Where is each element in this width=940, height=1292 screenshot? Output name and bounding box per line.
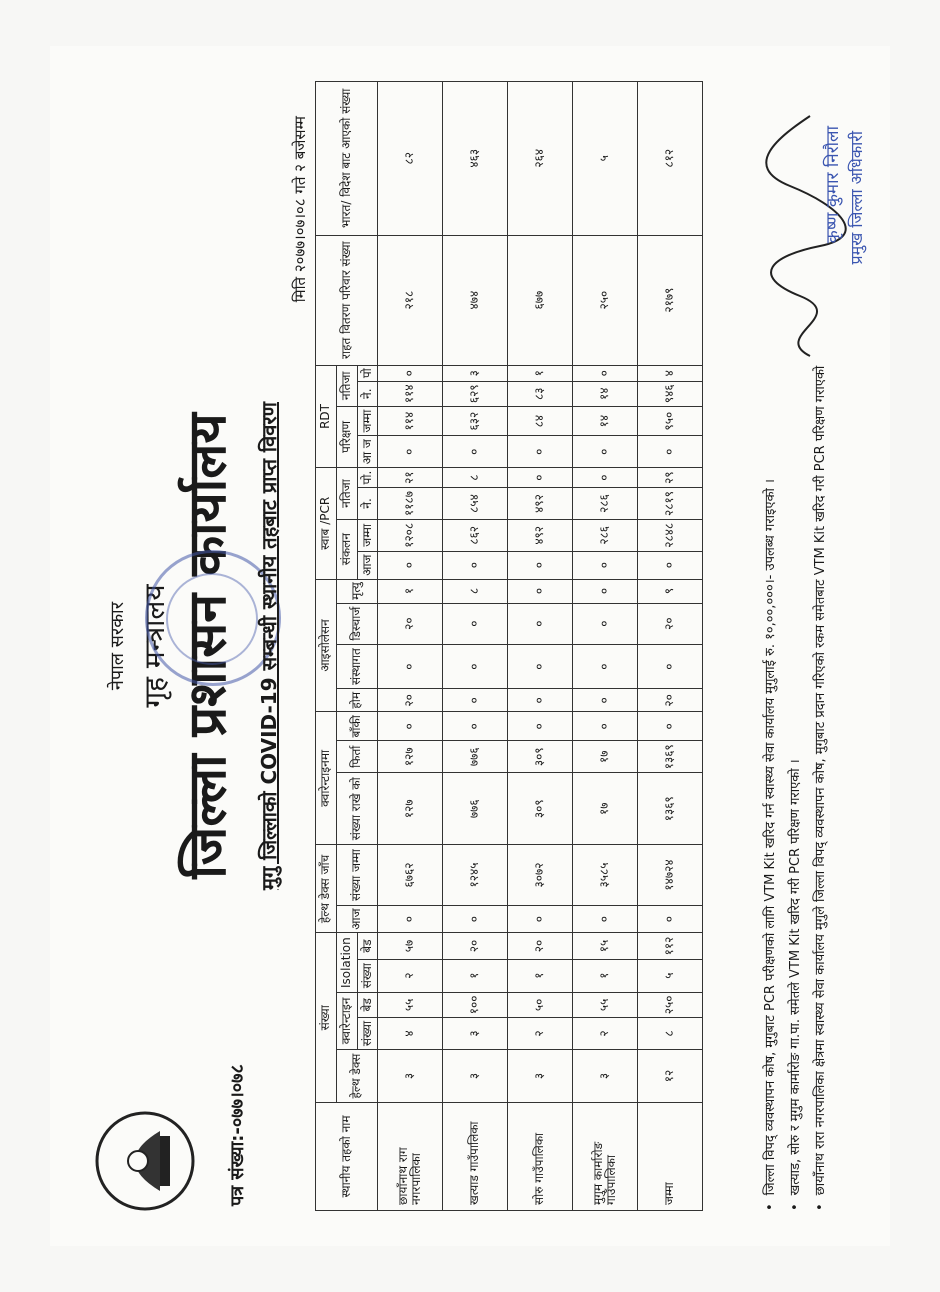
table-cell-s-pos: ८ bbox=[443, 468, 508, 488]
header-kept: संख्या राखे को bbox=[336, 773, 378, 845]
header-q-isolation: संख्या bbox=[357, 959, 378, 992]
table-cell-death: ८ bbox=[443, 579, 508, 603]
table-cell-home: २० bbox=[378, 689, 443, 712]
table-row bbox=[443, 82, 508, 1211]
table-cell-inst: ० bbox=[508, 644, 573, 689]
report-date: मिति २०७७।०७।०८ गते २ बजेसम्म bbox=[291, 116, 309, 303]
header-hd-check: हेल्थ डेक्स जाँच bbox=[316, 845, 337, 933]
table-cell-r-total: ८४ bbox=[508, 406, 573, 436]
table-cell-r-total: ९५० bbox=[638, 406, 703, 436]
table-cell-death: १ bbox=[378, 579, 443, 603]
table-cell-r-today: ० bbox=[378, 436, 443, 468]
header-row-1 bbox=[316, 82, 337, 1211]
table-cell-disc: ० bbox=[573, 603, 638, 644]
header-health-desk: हेल्थ डेक्स bbox=[336, 1050, 378, 1103]
table-cell-i-no: १ bbox=[573, 959, 638, 992]
table-cell-abroad: ८१२ bbox=[638, 82, 703, 236]
table-cell-r-today: ० bbox=[573, 436, 638, 468]
table-body bbox=[378, 82, 703, 1211]
header-qty: संख्या bbox=[357, 1017, 378, 1049]
table-cell-disc: ० bbox=[443, 603, 508, 644]
table-cell-total: ६७६२ bbox=[378, 845, 443, 905]
table-cell-s-pos: ० bbox=[508, 468, 573, 488]
table-cell-name: खत्याड गाउँपालिका bbox=[443, 1103, 508, 1211]
table-cell-name: सोरु गाउँपालिका bbox=[508, 1103, 573, 1211]
table-cell-relief: ४७४ bbox=[443, 235, 508, 365]
table-cell-rem: ० bbox=[378, 712, 443, 741]
table-cell-kept: ३०९ bbox=[508, 773, 573, 845]
table-cell-q-bed: ५० bbox=[508, 992, 573, 1017]
header-collection: संकलन bbox=[336, 519, 357, 579]
header-discharged: डिस्चार्ज bbox=[336, 603, 378, 644]
table-cell-kept: १२७ bbox=[378, 773, 443, 845]
header-result2: नतिजा bbox=[336, 365, 357, 406]
table-cell-r-total: ६३२ bbox=[443, 406, 508, 436]
table-cell-inst: ० bbox=[443, 644, 508, 689]
table-cell-i-no: ५ bbox=[638, 959, 703, 992]
table-cell-r-neg: ८३ bbox=[508, 381, 573, 406]
table-cell-r-pos: १ bbox=[508, 365, 573, 381]
table-cell-r-total: १४ bbox=[573, 406, 638, 436]
header-abroad: भारत/ विदेश बाट आएको संख्या bbox=[316, 82, 378, 236]
header-remaining: बाँकी bbox=[336, 712, 378, 741]
table-cell-i-no: २ bbox=[378, 959, 443, 992]
header-isolation: Isolation bbox=[336, 933, 357, 992]
header-swab: स्वाब /PCR bbox=[316, 468, 337, 579]
note-text: जिल्ला विपद् व्यवस्थापन कोष, मुगुबाट PCR परीक्षणको लागि VTM Kit खरिद गर्न स्वास्थ्य सेवा कार्यालय मुगुलाई रु. १०,००,०००।- उपलब्ध गराइएको । bbox=[763, 479, 778, 1196]
header-institutional: संस्थागत bbox=[336, 644, 378, 689]
table-cell-ret: ३०९ bbox=[508, 741, 573, 773]
header-rdt-total: जम्मा bbox=[357, 406, 378, 436]
table-cell-r-neg: ६२९ bbox=[443, 381, 508, 406]
office-title: जिल्ला प्रशासन कार्यालय bbox=[177, 413, 238, 879]
header-result: नतिजा bbox=[336, 468, 357, 520]
table-cell-r-total: ११४ bbox=[378, 406, 443, 436]
table-cell-kept: ७७६ bbox=[443, 773, 508, 845]
table-cell-r-pos: ३ bbox=[443, 365, 508, 381]
header-swab-pos: पो. bbox=[357, 468, 378, 488]
letterhead bbox=[50, 46, 309, 1246]
header-returned: फिर्ता bbox=[336, 741, 378, 773]
table-total-row bbox=[638, 82, 703, 1211]
table-cell-r-neg: १४ bbox=[573, 381, 638, 406]
table-cell-home: २० bbox=[638, 689, 703, 712]
table-cell-r-pos: ० bbox=[573, 365, 638, 381]
table-cell-today: ० bbox=[573, 905, 638, 933]
header-swab-today: आज bbox=[357, 551, 378, 579]
table-cell-name: मुगुम कार्मारोङ गाउँपालिका bbox=[573, 1103, 638, 1211]
table-cell-r-neg: ११४ bbox=[378, 381, 443, 406]
table-row bbox=[573, 82, 638, 1211]
table-cell-s-today: ० bbox=[573, 551, 638, 579]
table-cell-death: ० bbox=[573, 579, 638, 603]
table-cell-death: ० bbox=[508, 579, 573, 603]
table-cell-disc: ० bbox=[508, 603, 573, 644]
table-cell-s-total: १२०८ bbox=[378, 519, 443, 551]
table-cell-s-pos: २९ bbox=[638, 468, 703, 488]
table-cell-home: ० bbox=[443, 689, 508, 712]
table-cell-i-no: १ bbox=[443, 959, 508, 992]
table-cell-relief: ६७७ bbox=[508, 235, 573, 365]
ministry-label: गृह मन्त्रालय bbox=[138, 584, 171, 708]
table-cell-total: १२४५ bbox=[443, 845, 508, 905]
header-home: होम bbox=[336, 689, 378, 712]
table-cell-rem: ० bbox=[508, 712, 573, 741]
header-death: मृत्यु bbox=[336, 579, 378, 603]
table-cell-r-pos: ४ bbox=[638, 365, 703, 381]
table-cell-ret: १३६९ bbox=[638, 741, 703, 773]
note-text: खत्याड, सोरु र मुगुम कार्मारोङ गा.पा. समेतले VTM Kit खरिद गरी PCR परिक्षण गराएको । bbox=[788, 759, 803, 1196]
table-cell-q-no: ८ bbox=[638, 1017, 703, 1049]
table-cell-abroad: ५ bbox=[573, 82, 638, 236]
table-cell-q-no: ४ bbox=[378, 1017, 443, 1049]
table-cell-abroad: ४६३ bbox=[443, 82, 508, 236]
table-cell-s-today: ० bbox=[508, 551, 573, 579]
table-cell-today: ० bbox=[638, 905, 703, 933]
table-cell-hd: ३ bbox=[573, 1050, 638, 1103]
table-cell-q-bed: १०० bbox=[443, 992, 508, 1017]
header-swab-total: जम्मा bbox=[357, 519, 378, 551]
table-cell-s-total: ४९२ bbox=[508, 519, 573, 551]
table-cell-kept: १७ bbox=[573, 773, 638, 845]
table-cell-s-total: २८४८ bbox=[638, 519, 703, 551]
header-bed2: बेड bbox=[357, 933, 378, 959]
table-cell-s-neg: २८६ bbox=[573, 488, 638, 520]
table-cell-total: ३५८५ bbox=[573, 845, 638, 905]
table-cell-name: छायाँनाथ राग नगरपालिका bbox=[378, 1103, 443, 1211]
table-cell-q-no: २ bbox=[573, 1017, 638, 1049]
header-bed: बेड bbox=[357, 992, 378, 1017]
header-quarantine-status: क्वारेन्टाइनमा bbox=[316, 712, 337, 845]
table-cell-hd: १२ bbox=[638, 1050, 703, 1103]
table-cell-hd: ३ bbox=[378, 1050, 443, 1103]
letter-number: पत्र संख्या:-०७७।०७८ bbox=[227, 1064, 248, 1206]
table-cell-i-no: १ bbox=[508, 959, 573, 992]
table-cell-ret: १७ bbox=[573, 741, 638, 773]
table-cell-i-bed: २० bbox=[508, 933, 573, 959]
table-cell-ret: ७७६ bbox=[443, 741, 508, 773]
table-cell-name: जम्मा bbox=[638, 1103, 703, 1211]
table-cell-today: ० bbox=[508, 905, 573, 933]
table-row bbox=[508, 82, 573, 1211]
table-cell-relief: २१८ bbox=[378, 235, 443, 365]
table-cell-disc: २० bbox=[638, 603, 703, 644]
table-cell-total: १४७२४ bbox=[638, 845, 703, 905]
table-cell-s-today: ० bbox=[638, 551, 703, 579]
header-relief: राहत वितरण परिवार संख्या bbox=[316, 235, 378, 365]
header-total-count: संख्या जम्मा bbox=[336, 845, 378, 905]
signatory-title: प्रमुख जिल्ला अधिकारी bbox=[847, 131, 866, 265]
table-cell-rem: ० bbox=[573, 712, 638, 741]
table-cell-s-pos: २१ bbox=[378, 468, 443, 488]
covid-data-table bbox=[315, 81, 703, 1211]
table-cell-q-bed: ५५ bbox=[573, 992, 638, 1017]
table-cell-q-no: २ bbox=[508, 1017, 573, 1049]
header-rdt: RDT bbox=[316, 365, 337, 467]
table-row bbox=[378, 82, 443, 1211]
header-quarantine: क्वारेन्टाइन bbox=[336, 992, 357, 1049]
table-cell-home: ० bbox=[573, 689, 638, 712]
report-title: मुगु जिल्लाको COVID-19 सम्बन्धी स्थानीय तहबाट प्राप्त विवरण bbox=[257, 402, 281, 891]
table-cell-r-today: ० bbox=[508, 436, 573, 468]
table-cell-q-bed: २५० bbox=[638, 992, 703, 1017]
table-cell-today: ० bbox=[443, 905, 508, 933]
table-cell-kept: १३६९ bbox=[638, 773, 703, 845]
header-rdt-today: आ ज bbox=[357, 436, 378, 468]
header-rdt-neg: ने. bbox=[357, 381, 378, 406]
table-cell-r-pos: ० bbox=[378, 365, 443, 381]
header-isolation2: आइसोलेसन bbox=[316, 579, 337, 712]
table-cell-hd: ३ bbox=[508, 1050, 573, 1103]
header-test: परिक्षण bbox=[336, 406, 357, 467]
header-swab-neg: ने. bbox=[357, 488, 378, 520]
table-cell-total: ३०७२ bbox=[508, 845, 573, 905]
header-today: आज bbox=[336, 905, 378, 933]
table-cell-i-bed: २० bbox=[443, 933, 508, 959]
table-cell-r-today: ० bbox=[443, 436, 508, 468]
table-cell-i-bed: ५७ bbox=[378, 933, 443, 959]
note-item: •छायाँनाथ रारा नगरपालिका क्षेत्रमा स्वास्थ्य सेवा कार्यालय मुगुले जिल्ला विपद् व्यवस्थापन कोष, मुगुबाट प्रदान गरिएको रकम समेतबाट VTM Kit खरिद गरी PCR परिक्षण गराएको bbox=[813, 365, 828, 1211]
note-item: •खत्याड, सोरु र मुगुम कार्मारोङ गा.पा. समेतले VTM Kit खरिद गरी PCR परिक्षण गराएको । bbox=[788, 759, 803, 1211]
table-cell-s-neg: ११८७ bbox=[378, 488, 443, 520]
header-count: संख्या bbox=[316, 933, 337, 1103]
table-cell-s-today: ० bbox=[378, 551, 443, 579]
table-cell-s-today: ० bbox=[443, 551, 508, 579]
table-cell-death: ९ bbox=[638, 579, 703, 603]
table-cell-inst: ० bbox=[638, 644, 703, 689]
table-cell-abroad: ८२ bbox=[378, 82, 443, 236]
table-cell-q-bed: ५५ bbox=[378, 992, 443, 1017]
table-cell-q-no: ३ bbox=[443, 1017, 508, 1049]
note-item: •जिल्ला विपद् व्यवस्थापन कोष, मुगुबाट PCR परीक्षणको लागि VTM Kit खरिद गर्न स्वास्थ्य सेवा कार्यालय मुगुलाई रु. १०,००,०००।- उपलब्ध गराइएको । bbox=[763, 479, 778, 1211]
table-cell-s-total: ८६२ bbox=[443, 519, 508, 551]
note-text: छायाँनाथ रारा नगरपालिका क्षेत्रमा स्वास्थ्य सेवा कार्यालय मुगुले जिल्ला विपद् व्यवस्थापन कोष, मुगुबाट प्रदान गरिएको रकम समेतबाट VTM Kit खरिद गरी PCR परिक्षण गराएको bbox=[813, 365, 828, 1196]
government-label: नेपाल सरकार bbox=[107, 601, 128, 691]
table-cell-rem: ० bbox=[443, 712, 508, 741]
table-cell-i-bed: १५ bbox=[573, 933, 638, 959]
table-cell-hd: ३ bbox=[443, 1050, 508, 1103]
table-cell-r-neg: ९४६ bbox=[638, 381, 703, 406]
table-cell-s-neg: ८५४ bbox=[443, 488, 508, 520]
table-cell-s-total: २८६ bbox=[573, 519, 638, 551]
table-cell-s-neg: ४९२ bbox=[508, 488, 573, 520]
table-cell-today: ० bbox=[378, 905, 443, 933]
table-cell-disc: २० bbox=[378, 603, 443, 644]
header-rdt-pos: पो bbox=[357, 365, 378, 381]
table-cell-abroad: २६४ bbox=[508, 82, 573, 236]
table-cell-inst: ० bbox=[378, 644, 443, 689]
document-page bbox=[50, 46, 890, 1246]
table-cell-ret: १२७ bbox=[378, 741, 443, 773]
table-cell-r-today: ० bbox=[638, 436, 703, 468]
table-cell-i-bed: ११२ bbox=[638, 933, 703, 959]
table-cell-s-pos: ० bbox=[573, 468, 638, 488]
table-cell-relief: २१७९ bbox=[638, 235, 703, 365]
header-local: स्थानीय तहको नाम bbox=[316, 1103, 378, 1211]
signatory-name: कृष्ण कुमार निरौला bbox=[823, 126, 843, 244]
table-cell-rem: ० bbox=[638, 712, 703, 741]
table-cell-s-neg: २८१९ bbox=[638, 488, 703, 520]
table-cell-home: ० bbox=[508, 689, 573, 712]
table-cell-inst: ० bbox=[573, 644, 638, 689]
table-cell-relief: २५० bbox=[573, 235, 638, 365]
